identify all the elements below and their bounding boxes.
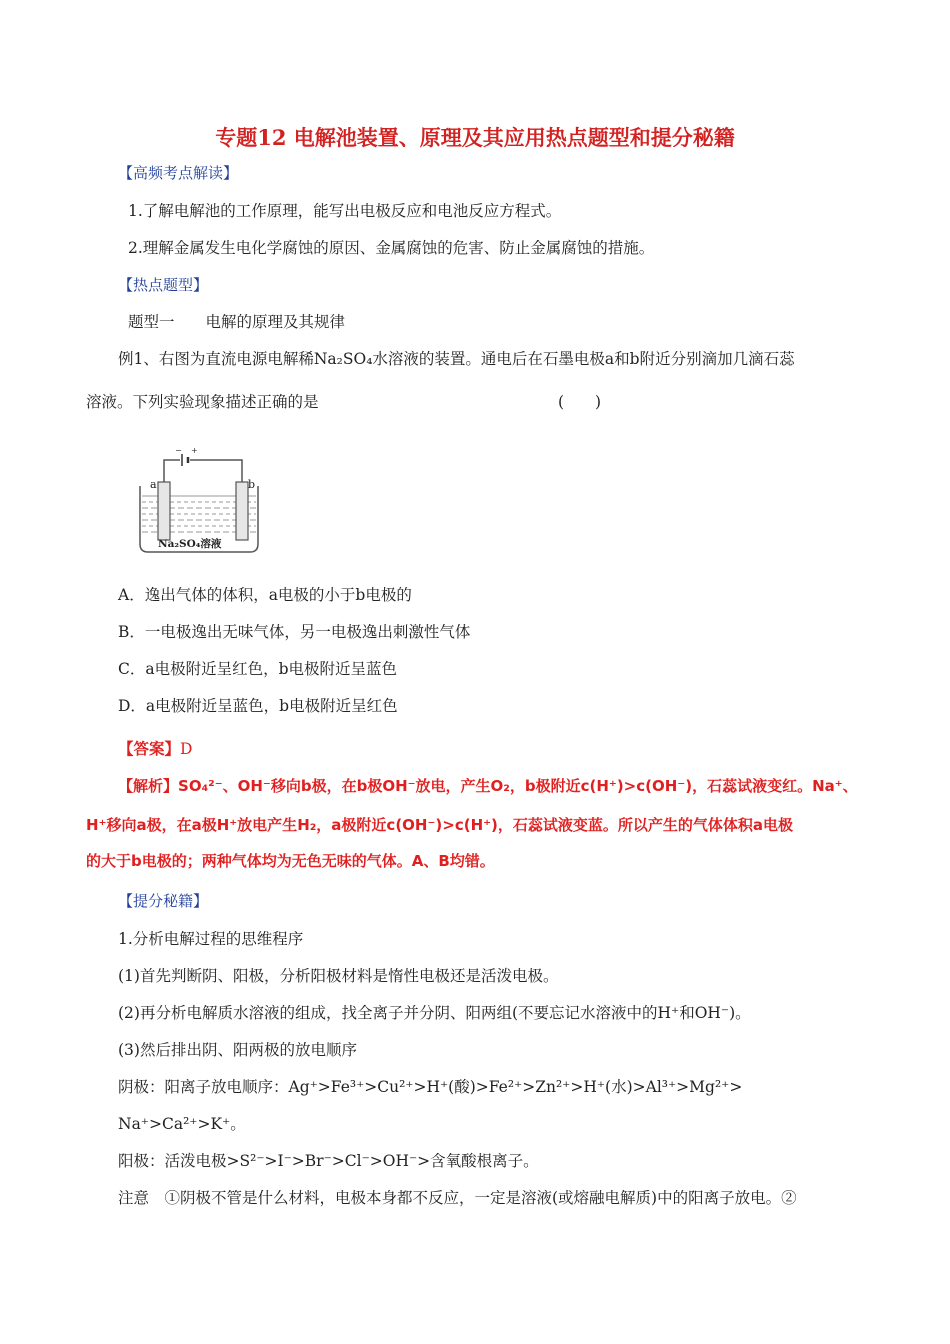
section-high-frequency: 【高频考点解读】 [118,164,239,182]
circuit-wire [164,460,242,482]
high-freq-point-2: 2.理解金属发生电化学腐蚀的原因、金属腐蚀的危害、防止金属腐蚀的措施。 [128,239,655,257]
answer-bracket: ( ) [558,393,602,411]
battery-plus: + [191,446,198,455]
analysis-label: 【解析】 [118,777,179,795]
cathode-order-line-1: 阴极：阳离子放电顺序：Ag⁺>Fe³⁺>Cu²⁺>H⁺(酸)>Fe²⁺>Zn²⁺>H⁺(水)>Al³⁺>Mg²⁺> [118,1078,743,1096]
electrolysis-diagram [138,446,268,558]
answer-value: D [180,740,193,758]
analysis-line-2: H⁺移向a极，在a极H⁺放电产生H₂，a极附近c(OH⁻)>c(H⁺)，石蕊试液变蓝。所以产生的气体体积a电极 [86,816,794,834]
option-b: B．一电极逸出无味气体，另一电极逸出刺激性气体 [118,623,471,641]
high-freq-point-1: 1.了解电解池的工作原理，能写出电极反应和电池反应方程式。 [128,202,562,220]
tip-line-1: 1.分析电解过程的思维程序 [118,930,304,948]
note-line: 注意 ①阴极不管是什么材料，电极本身都不反应，一定是溶液(或熔融电解质)中的阳离子放电。② [118,1189,797,1207]
analysis-line-3: 的大于b电极的；两种气体均为无色无味的气体。A、B均错。 [86,852,495,870]
option-c: C．a电极附近呈红色，b电极附近呈蓝色 [118,660,398,678]
anode-order-line: 阳极：活泼电极>S²⁻>I⁻>Br⁻>Cl⁻>OH⁻>含氧酸根离子。 [118,1152,539,1170]
analysis-line-1 [118,775,858,797]
label-b: b [248,478,256,491]
answer-label: 【答案】 [118,739,181,758]
section-tips: 【提分秘籍】 [118,892,209,910]
electrode-b [236,482,248,540]
answer-line [118,738,192,760]
analysis-text-1: SO₄²⁻、OH⁻移向b极，在b极OH⁻放电，产生O₂，b极附近c(H⁺)>c(OH⁻)，石蕊试液变红。Na⁺、 [178,777,858,795]
tip-line-4: (3)然后排出阴、阳两极的放电顺序 [118,1041,357,1059]
type-one-heading: 题型一 电解的原理及其规律 [128,313,346,331]
example-line-2: 溶液。下列实验现象描述正确的是 [86,393,319,411]
solution-label: Na₂SO₄溶液 [158,538,222,550]
example-line-1: 例1、右图为直流电源电解稀Na₂SO₄水溶液的装置。通电后在石墨电极a和b附近分别滴加几滴石蕊 [118,350,795,368]
cathode-order-line-2: Na⁺>Ca²⁺>K⁺。 [118,1115,246,1133]
section-hot-types: 【热点题型】 [118,276,209,294]
battery-minus: − [175,446,182,455]
page-title: 专题12 电解池装置、原理及其应用热点题型和提分秘籍 [215,125,735,150]
tip-line-3: (2)再分析电解质水溶液的组成，找全离子并分阴、阳两组(不要忘记水溶液中的H⁺和OH⁻)。 [118,1004,751,1022]
option-d: D．a电极附近呈蓝色，b电极附近呈红色 [118,697,398,715]
label-a: a [150,478,157,491]
tip-line-2: (1)首先判断阴、阳极，分析阳极材料是惰性电极还是活泼电极。 [118,967,559,985]
electrode-a [158,482,170,540]
option-a: A．逸出气体的体积，a电极的小于b电极的 [118,586,412,604]
